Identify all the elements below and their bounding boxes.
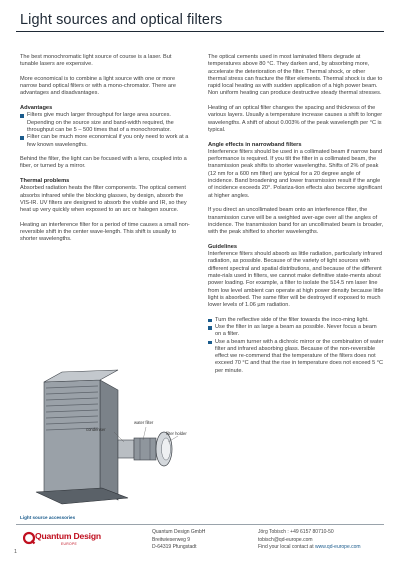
behind-filter-paragraph: Behind the filter, the light can be focused with a lens, coupled into a fiber, or turned by a mirror. [20, 156, 187, 170]
list-item: Filter can be much more economical if you only need to work at a few known wavelengths. [20, 134, 191, 149]
list-item: Use the filter in as large a beam as possible. Never focus a beam on a filter. [208, 324, 384, 339]
advantages-heading: Advantages [20, 105, 53, 112]
footer-rule [16, 524, 384, 525]
logo-wordmark: Quantum Design [35, 531, 101, 541]
page-title: Light sources and optical filters [20, 12, 223, 28]
angle-paragraph: Interference filters should be used in a collimated beam if narrow band performance is required. If you tilt the filter in a collimated beam, the transmission peak shifts to shorter wavelengths. Shifts of 2% of peak (12 nm for a 600 nm filter) are typical for a 20 degree angle of incidence. Band broadening and lower transmission result if the angle of incidence exceeds 20°. Polariza-tion effects also become significant at higher angles. [208, 148, 383, 199]
condenser [118, 440, 134, 458]
guidelines-list [208, 317, 384, 375]
uncollimated-paragraph: If you direct an uncollimated beam onto an interference filter, the transmission curve will be a weighted aver-age over all the angles of incidence. The transmission band for an uncollimated beam is broader, with the peak shifted to shorter wavelengths. [208, 207, 384, 236]
heating-paragraph: Heating an interference filter for a period of time causes a small non-reversible shift in the center wave-length. This shift is usually to shorter wavelengths. [20, 221, 190, 243]
list-item: Use a beam turner with a dichroic mirror or the combination of water filter and infrared absorbing glass. Because of the non-reversible effect we re-commend that the temperature of the filters does not exceed 70 °C and that the rise in temperature does not exceed 5 °C per minute. [208, 339, 384, 375]
intro-paragraph: The best monochromatic light source of course is a laser. But tunable lasers are expensive. [20, 54, 172, 68]
footer-address [152, 529, 205, 552]
thermal-paragraph: Absorbed radiation heats the filter components. The optical cement absorbs infrared while the blocking glasses, by design, absorb the VIS-IR. UV filters are designed to absorb the visible and IR, so they heat up very quickly when exposed to an arc or halogen source. [20, 185, 187, 214]
angle-heading: Angle effects in narrowband filters [208, 141, 302, 148]
water-filter-label: water filter [134, 420, 154, 425]
address-line: Breitwieserweg 9 [152, 536, 191, 543]
page-number: 1 [14, 549, 18, 555]
housing-front [44, 380, 100, 494]
advantages-list [20, 112, 191, 148]
list-item: Turn the reflective side of the filter towards the inco-ming light. [208, 317, 384, 324]
housing-top [44, 370, 118, 382]
address-line: D-64319 Pfungstadt [152, 544, 197, 551]
spacing-paragraph: Heating of an optical filter changes the spacing and thickness of the various layers. Usually a temperature increase causes a shift to longer wavelengths. A shift of about 0.003% of the peak wavelength per °C is typical. [208, 105, 383, 133]
footer-contact [258, 529, 361, 552]
contact-email[interactable]: tobisch@qd-europe.com [258, 536, 313, 543]
condenser-label: condenser [86, 427, 106, 432]
website-link[interactable]: www.qd-europe.com [314, 544, 361, 551]
guidelines-paragraph: Interference filters should absorb as little radiation, particularly infrared radiation, as possible. Because of the variety of light sources with different spectral and spatial distributions, and because of the different mate-rials used in filters, we cannot make definitive state-ments about power loading. For example, a filter to isolate the 514.5 nm laser line from low level ambient can operate at high power density because little light is absorbed. The same filter will be destroyed if exposed to much lower levels of 1.06 µm radiation. [208, 251, 384, 309]
figure-caption: Light source accessories [20, 515, 76, 520]
water-filter [134, 438, 156, 460]
thermal-heading: Thermal problems [20, 178, 70, 185]
list-item: Filters give much larger throughput for large area sources. Depending on the source size and band-width required, the throughput can be 5 – 500 times that of a monochromator. [20, 112, 191, 134]
contact-local [258, 544, 361, 552]
contact-local-text: Find your local contact at [258, 544, 315, 551]
right-column [208, 54, 384, 382]
light-source-illustration [22, 352, 190, 510]
filter-holder-label: filter holder [166, 431, 187, 436]
logo-subtitle: EUROPE [61, 542, 78, 546]
combination-paragraph: More economical is to combine a light source with one or more narrow band optical filters or with a mono-chromator. There are advantages and disadvantages. [20, 75, 176, 97]
housing-side [100, 380, 118, 500]
title-rule [16, 31, 384, 32]
left-column [20, 54, 191, 251]
address-line: Quantum Design GmbH [152, 529, 206, 535]
contact-phone: Jörg Tobisch : +49 6157 80710-50 [258, 529, 334, 535]
cement-paragraph: The optical cements used in most laminated filters degrade at temperatures above 80 °C. They darken and, by absorbing more, accelerate the deterioration of the filter. Thermal shock, or other thermal stress can fracture the filter elements. Thermal shock is due to rapid local heating as with sudden application of a high power beam. Non uniform heating can produce destructive steady thermal stresses. [208, 54, 383, 97]
guidelines-heading: Guidelines [208, 243, 238, 250]
